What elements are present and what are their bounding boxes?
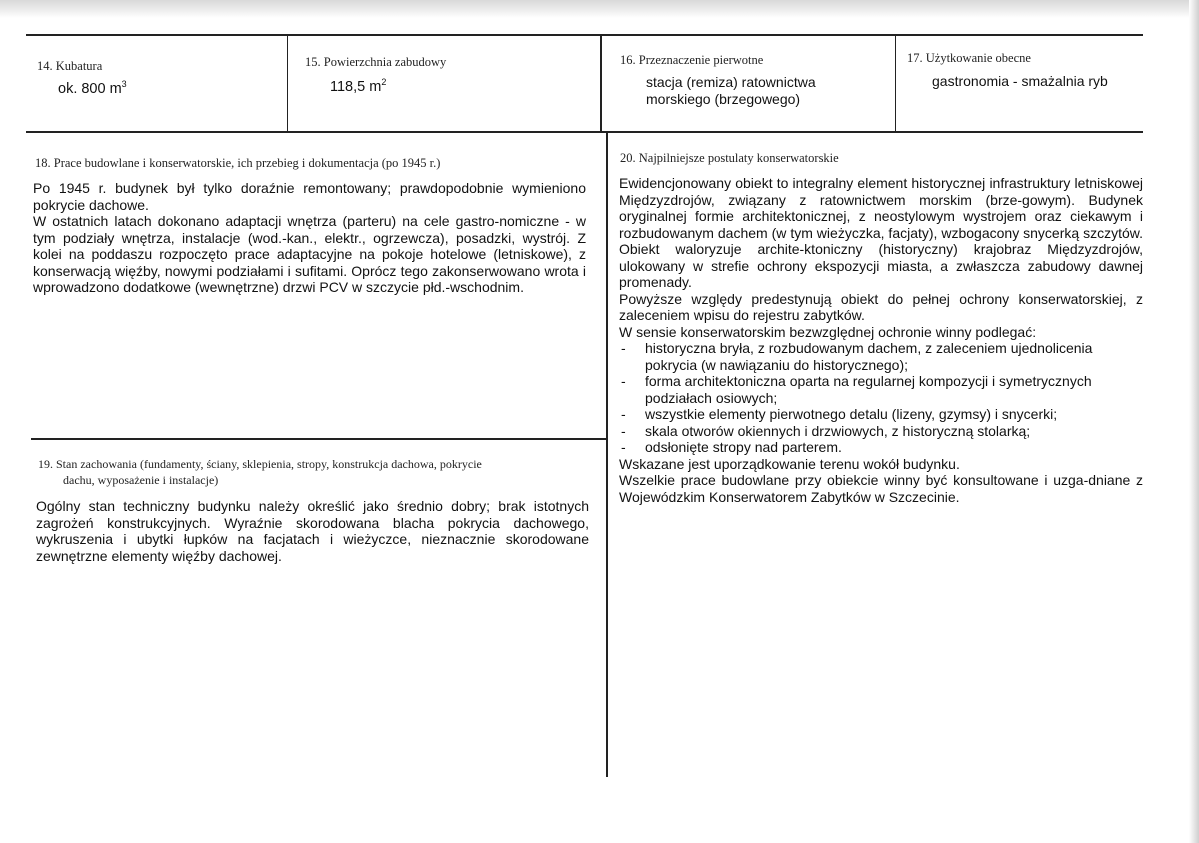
field-19-label-line1: 19. Stan zachowania (fundamenty, ściany, sklepienia, stropy, konstrukcja dachowa, pokrycie — [38, 457, 482, 471]
field-20-bullet-list — [619, 340, 1143, 456]
field-20-paragraph-5: Wszelkie prace budowlane przy obiekcie winny być konsultowane i uzga-dniane z Wojewódzkim Konserwatorem Zabytków w Szczecinie. — [619, 472, 1143, 505]
field-16-value-line1: stacja (remiza) ratownictwa — [646, 74, 816, 90]
field-14-value — [58, 81, 127, 98]
field-17-label: 17. Użytkowanie obecne — [907, 51, 1031, 65]
field-16-label: 16. Przeznaczenie pierwotne — [620, 53, 764, 67]
field-20-paragraph-1: Ewidencjonowany obiekt to integralny element historycznej infrastruktury letniskowej Międzyzdrojów, związany z ratownictwem morskim (brze-gowym). Budynek oryginalnej formie architektonicznej, z neostylowym wystrojem oraz ciekawym i rozbudowanym dachem (w tym wieżyczka, facjaty), wzbogacony snycerką szczytów. Obiekt waloryzuje archite-ktoniczny (historyczny) krajobraz Międzyzdrojów, ulokowany w strefie ochrony ekspozycji miasta, a zwłaszcza zabudowy dawnej promenady. — [619, 175, 1143, 290]
list-item: - historyczna bryła, z rozbudowanym dachem, z zaleceniem ujednolicenia pokrycia (w nawiązaniu do historycznego); — [619, 340, 1143, 373]
vertical-rule-main — [600, 35, 602, 132]
list-item: - skala otworów okiennych i drzwiowych, z historyczną stolarką; — [619, 423, 1143, 440]
field-18-19-divider — [31, 438, 606, 440]
top-rule — [26, 34, 1143, 36]
vertical-rule-lower — [606, 132, 608, 777]
field-17-value: gastronomia - smażalnia ryb — [932, 73, 1108, 89]
field-14-label: 14. Kubatura — [37, 59, 103, 73]
field-15-value — [330, 79, 386, 96]
field-14-value-exponent: 3 — [121, 79, 127, 90]
vertical-rule-3 — [895, 35, 896, 132]
list-item: - wszystkie elementy pierwotnego detalu (lizeny, gzymsy) i snycerki; — [619, 406, 1143, 423]
scan-right-edge — [1189, 0, 1199, 843]
field-15-value-text: 118,5 m — [330, 79, 382, 95]
field-18-paragraph-1: Po 1945 r. budynek był tylko doraźnie remontowany; prawdopodobnie wymieniono pokrycie dachowe. — [33, 180, 586, 213]
field-15-label: 15. Powierzchnia zabudowy — [305, 55, 447, 69]
field-18-text — [33, 180, 586, 296]
scan-top-edge — [0, 0, 1199, 18]
field-19-label-line2: dachu, wyposażenie i instalacje) — [63, 473, 219, 487]
field-20-text — [619, 175, 1143, 505]
field-15-value-exponent: 2 — [381, 77, 387, 88]
field-14-value-text: ok. 800 m — [58, 81, 122, 97]
field-20-paragraph-4: Wskazane jest uporządkowanie terenu wokół budynku. — [619, 455, 960, 472]
vertical-rule-1 — [287, 35, 288, 132]
field-19-text: Ogólny stan techniczny budynku należy określić jako średnio dobry; brak istotnych zagrożeń konstrukcyjnych. Wyraźnie skorodowana blacha pokrycia dachowego, wykruszenia i ubytki łupków na facjatach i wieżyczce, nieznacznie skorodowane zewnętrzne elementy więźby dachowej. — [36, 498, 589, 564]
list-item: - forma architektoniczna oparta na regularnej kompozycji i symetrycznych podziałach osiowych; — [619, 373, 1143, 406]
field-18-paragraph-2: W ostatnich latach dokonano adaptacji wnętrza (parteru) na cele gastro-nomiczne - w tym podziały wnętrza, instalacje (wod.-kan., elektr., ogrzewcza), posadzki, wystrój. Z kolei na poddaszu rozpoczęto prace adaptacyjne na pokoje hotelowe (letniskowe), z konserwacją więźby, nowymi podziałami i sufitami. Oprócz tego zakonserwowano wrota i wprowadzono dodatkowe (wewnętrzne) drzwi PCV w szczycie płd.-wschodnim. — [33, 213, 586, 295]
field-20-paragraph-2: Powyższe względy predestynują obiekt do pełnej ochrony konserwatorskiej, z zaleceniem wpisu do rejestru zabytków. — [619, 290, 1143, 323]
field-20-label: 20. Najpilniejsze postulaty konserwatorskie — [620, 151, 839, 165]
field-16-value-line2: morskiego (brzegowego) — [646, 91, 801, 107]
list-item: - odsłonięte stropy nad parterem. — [619, 439, 1143, 456]
row1-bottom-rule — [26, 131, 1143, 133]
field-20-paragraph-3: W sensie konserwatorskim bezwzględnej ochronie winny podlegać: — [619, 323, 1037, 340]
field-18-label: 18. Prace budowlane i konserwatorskie, ich przebieg i dokumentacja (po 1945 r.) — [35, 156, 441, 170]
